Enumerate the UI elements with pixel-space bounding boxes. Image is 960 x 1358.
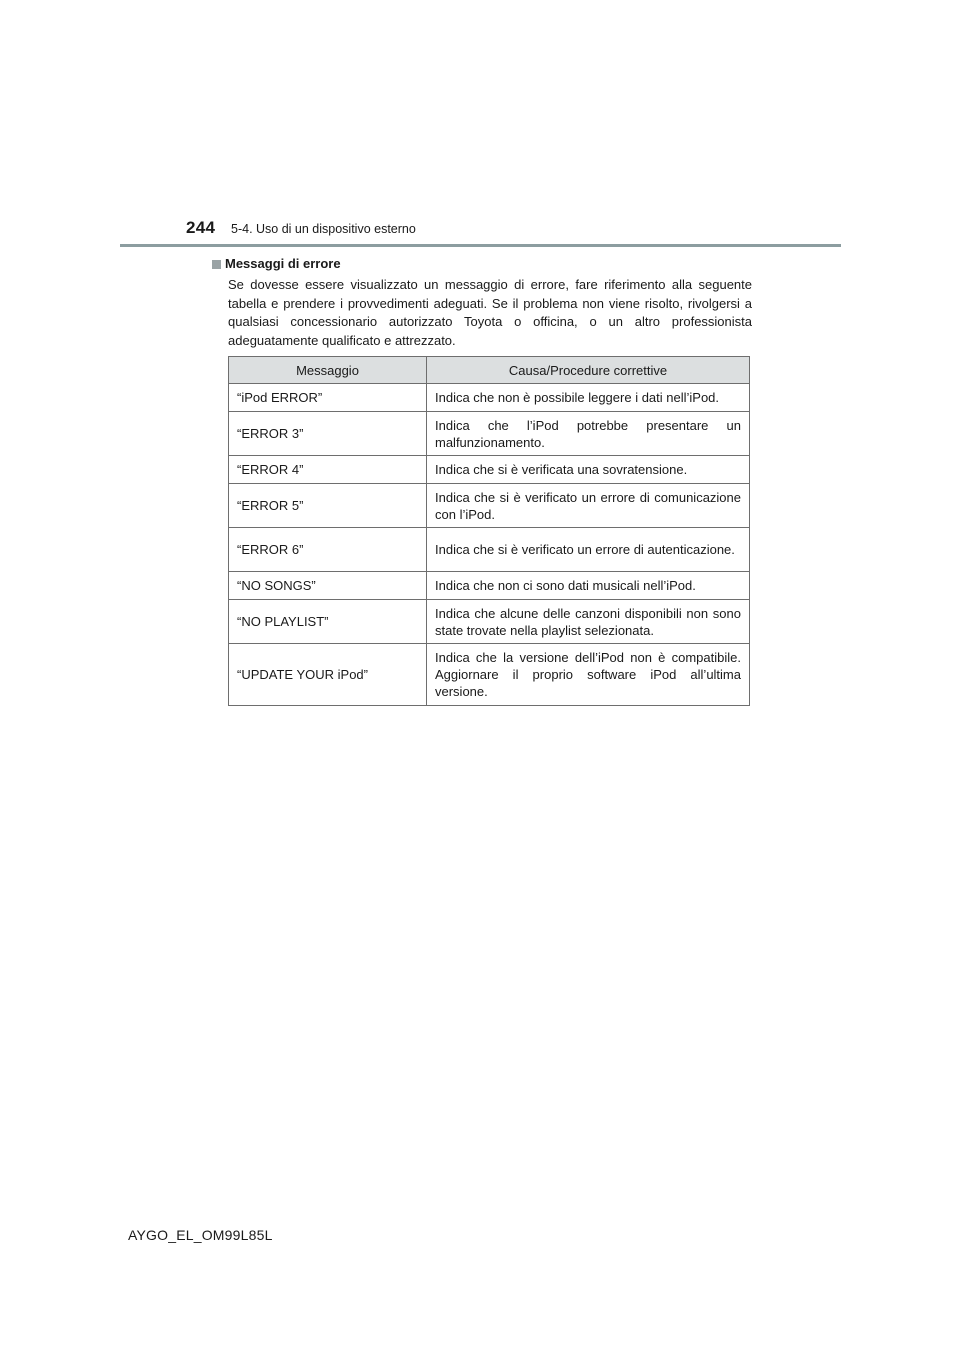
message-cell: “NO SONGS” bbox=[229, 572, 427, 600]
cause-cell: Indica che la versione dell’iPod non è compatibile. Aggiornare il proprio software iPod all’ultima versione. bbox=[427, 644, 750, 706]
error-messages-table bbox=[228, 356, 750, 706]
header-divider bbox=[120, 244, 841, 247]
table-row bbox=[229, 384, 750, 412]
section-heading bbox=[212, 256, 752, 272]
table-row bbox=[229, 572, 750, 600]
heading-text: Messaggi di errore bbox=[225, 256, 341, 271]
column-header-message: Messaggio bbox=[229, 357, 427, 384]
message-cell: “ERROR 6” bbox=[229, 528, 427, 572]
cause-cell: Indica che si è verificato un errore di autenticazione. bbox=[427, 528, 750, 572]
cause-cell: Indica che si è verificato un errore di comunicazione con l’iPod. bbox=[427, 484, 750, 528]
table-row bbox=[229, 600, 750, 644]
table-row bbox=[229, 644, 750, 706]
table-header-row bbox=[229, 357, 750, 384]
message-cell: “iPod ERROR” bbox=[229, 384, 427, 412]
column-header-cause: Causa/Procedure correttive bbox=[427, 357, 750, 384]
table-row bbox=[229, 456, 750, 484]
section-title: 5-4. Uso di un dispositivo esterno bbox=[231, 222, 416, 236]
intro-paragraph: Se dovesse essere visualizzato un messaggio di errore, fare riferimento alla seguente tabella e prendere i provvedimenti adeguati. Se il problema non viene risolto, rivolgersi a qualsiasi concessionario autorizzato Toyota o officina, o un altro professionista adeguatamente qualificato e attrezzato. bbox=[228, 277, 752, 348]
message-cell: “UPDATE YOUR iPod” bbox=[229, 644, 427, 706]
content-section bbox=[212, 256, 752, 350]
document-code: AYGO_EL_OM99L85L bbox=[128, 1227, 273, 1243]
message-cell: “ERROR 4” bbox=[229, 456, 427, 484]
table-row bbox=[229, 528, 750, 572]
table-row bbox=[229, 412, 750, 456]
cause-cell: Indica che non ci sono dati musicali nell’iPod. bbox=[427, 572, 750, 600]
table-row bbox=[229, 484, 750, 528]
page-number: 244 bbox=[186, 218, 216, 237]
message-cell: “ERROR 3” bbox=[229, 412, 427, 456]
square-bullet-icon bbox=[212, 260, 221, 269]
cause-cell: Indica che non è possibile leggere i dati nell’iPod. bbox=[427, 384, 750, 412]
cause-cell: Indica che l’iPod potrebbe presentare un malfunzionamento. bbox=[427, 412, 750, 456]
message-cell: “NO PLAYLIST” bbox=[229, 600, 427, 644]
cause-cell: Indica che si è verificata una sovratensione. bbox=[427, 456, 750, 484]
cause-cell: Indica che alcune delle canzoni disponibili non sono state trovate nella playlist selezionata. bbox=[427, 600, 750, 644]
message-cell: “ERROR 5” bbox=[229, 484, 427, 528]
